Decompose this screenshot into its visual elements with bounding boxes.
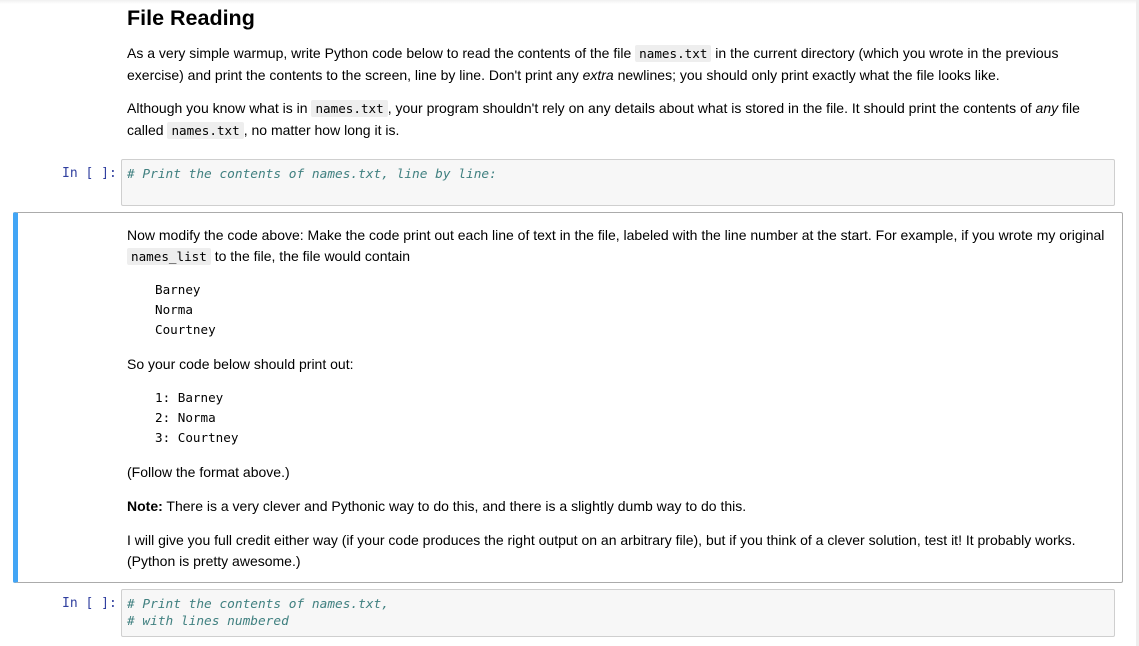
text: , your program shouldn't rely on any details about what is stored in the file. It should print the contents of (387, 100, 1036, 116)
section-heading: File Reading (127, 6, 255, 30)
text: file called (127, 100, 1080, 138)
code-comment: # with lines numbered (127, 614, 289, 629)
code-cell-2[interactable] (121, 589, 1115, 637)
markdown-para-7 (127, 530, 1112, 571)
text: (Follow the format above.) (127, 464, 290, 480)
markdown-para-2 (127, 98, 1112, 141)
markdown-para-5 (127, 462, 1112, 483)
inline-code: names.txt (167, 122, 243, 139)
markdown-para-3 (127, 225, 1112, 267)
code-cell-1[interactable] (121, 159, 1115, 206)
numbered-output-block (155, 388, 238, 448)
inline-code: names_list (127, 248, 211, 265)
file-line: Norma (155, 302, 193, 317)
markdown-para-4 (127, 354, 1112, 375)
text: As a very simple warmup, write Python code below to read the contents of the file (127, 45, 636, 61)
text: Although you know what is in (127, 100, 312, 116)
text: So your code below should print out: (127, 356, 354, 372)
code-comment: # Print the contents of names.txt, (127, 597, 389, 612)
cell-2-prompt: In [ ]: (62, 596, 117, 611)
emphasis: any (1035, 100, 1059, 116)
text: There is a very clever and Pythonic way to do this, and there is a slightly dumb way to do this. (162, 498, 747, 514)
code-comment: # Print the contents of names.txt, line by line: (127, 167, 497, 182)
note-label: Note: (127, 498, 163, 514)
text: newlines; you should only print exactly what the file looks like. (613, 66, 1000, 83)
output-line: 3: Courtney (155, 430, 239, 445)
markdown-para-1 (127, 43, 1112, 85)
text: I will give you full credit either way (if your code produces the right output on an arbitrary file), but if you think of a clever solution, test it! It probably works. (Python is pretty awesome.) (127, 532, 1076, 569)
markdown-para-6 (127, 496, 1112, 517)
inline-code: names.txt (311, 100, 387, 117)
text: to the file, the file would contain (210, 247, 411, 264)
text: Now modify the code above: Make the code print out each line of text in the file, labeled with the line number at the start. For example, if you wrote my original (127, 227, 1105, 243)
file-line: Courtney (155, 322, 216, 337)
text: in the current directory (which you wrote in the previous exercise) and print the contents to the screen, line by line. Don't print any (127, 45, 1059, 83)
output-line: 1: Barney (155, 390, 224, 405)
output-line: 2: Norma (155, 410, 216, 425)
inline-code: names.txt (635, 45, 711, 62)
file-contents-block (155, 280, 216, 340)
file-line: Barney (155, 282, 201, 297)
cell-1-prompt: In [ ]: (62, 166, 117, 181)
text: , no matter how long it is. (243, 121, 400, 138)
emphasis: extra (582, 66, 614, 83)
